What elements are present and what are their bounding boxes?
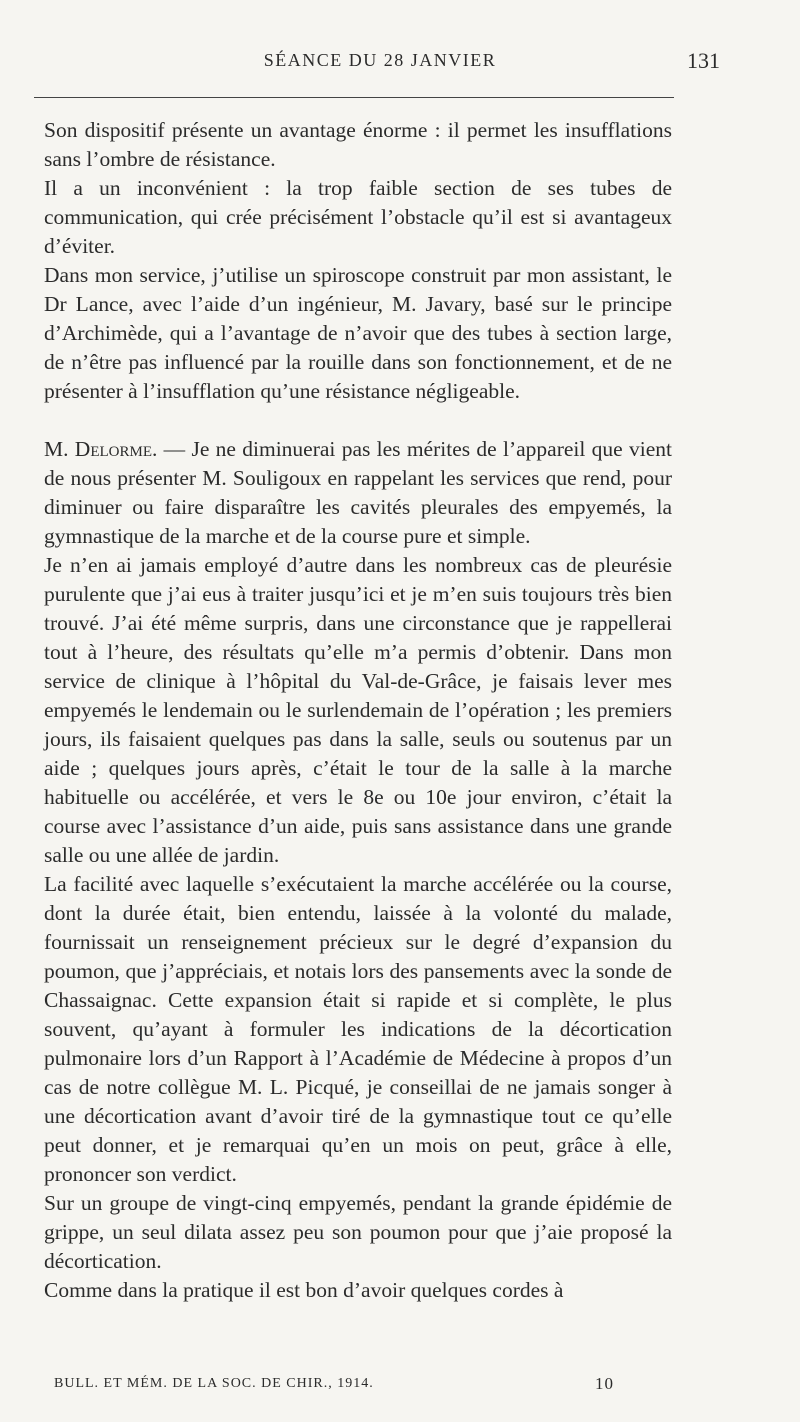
page-footer [54, 1374, 614, 1400]
signature-mark: 10 [595, 1374, 614, 1393]
journal-reference: BULL. ET MÉM. DE LA SOC. DE CHIR., 1914. [54, 1376, 374, 1391]
paragraph-text: — Je ne diminuerai pas les mérites de l’appareil que vient de nous présenter M. Souligoux en rappelant les services que rend, pour diminuer ou faire disparaître les cavités pleurales des empyemés, la gymnastique de la marche et de la course pure et simple. [44, 437, 672, 548]
paragraph [44, 435, 672, 551]
body-text [44, 116, 672, 1305]
paragraph: Je n’en ai jamais employé d’autre dans les nombreux cas de pleurésie purulente que j’ai eus à traiter jusqu’ici et je m’en suis toujours très bien trouvé. J’ai été même surpris, dans une circonstance que je rappellerai tout à l’heure, des résultats qu’elle m’a permis d’obtenir. Dans mon service de clinique à l’hôpital du Val-de-Grâce, je faisais lever mes empyemés le lendemain ou le surlendemain de l’opération ; les premiers jours, ils faisaient quelques pas dans la salle, seuls ou soutenus par un aide ; quelques jours après, c’était le tour de la salle à la marche habituelle ou accélérée, et vers le 8e ou 10e jour environ, c’était la course avec l’assistance d’un aide, puis sans assistance dans une grande salle ou une allée de jardin. [44, 553, 672, 867]
paragraph: Dans mon service, j’utilise un spiroscope construit par mon assistant, le Dr Lance, avec l’aide d’un ingénieur, M. Javary, basé sur le principe d’Archimède, qui a l’avantage de n’avoir que des tubes à section large, de n’être pas influencé par la rouille dans son fonctionnement, et de ne présenter à l’insufflation qu’une résistance négligeable. [44, 263, 672, 403]
header-rule [34, 97, 674, 98]
paragraph: Il a un inconvénient : la trop faible section de ses tubes de communication, qui crée précisément l’obstacle qu’il est si avantageux d’éviter. [44, 176, 672, 258]
page-header [40, 46, 720, 80]
page-number: 131 [687, 48, 720, 73]
running-title: SÉANCE DU 28 JANVIER [263, 50, 497, 70]
paragraph: La facilité avec laquelle s’exécutaient la marche accélérée ou la course, dont la durée était, bien entendu, laissée à la volonté du malade, fournissait un renseignement précieux sur le degré d’expansion du poumon, que j’appréciais, et notais lors des pansements avec la sonde de Chassaignac. Cette expansion était si rapide et si complète, le plus souvent, qu’ayant à formuler les indications de la décortication pulmonaire lors d’un Rapport à l’Académie de Médecine à propos d’un cas de notre collègue M. L. Picqué, je conseillai de ne jamais songer à une décortication avant d’avoir tiré de la gymnastique tout ce qu’elle peut donner, et je remarquai qu’en un mois on peut, grâce à elle, prononcer son verdict. [44, 872, 672, 1186]
paragraph: Sur un groupe de vingt-cinq empyemés, pendant la grande épidémie de grippe, un seul dilata assez peu son poumon pour que j’aie proposé la décortication. [44, 1191, 672, 1273]
paragraph: Comme dans la pratique il est bon d’avoir quelques cordes à [44, 1278, 564, 1302]
speaker-name: M. Delorme. [44, 437, 158, 461]
paragraph: Son dispositif présente un avantage énorme : il permet les insufflations sans l’ombre de résistance. [44, 118, 672, 171]
